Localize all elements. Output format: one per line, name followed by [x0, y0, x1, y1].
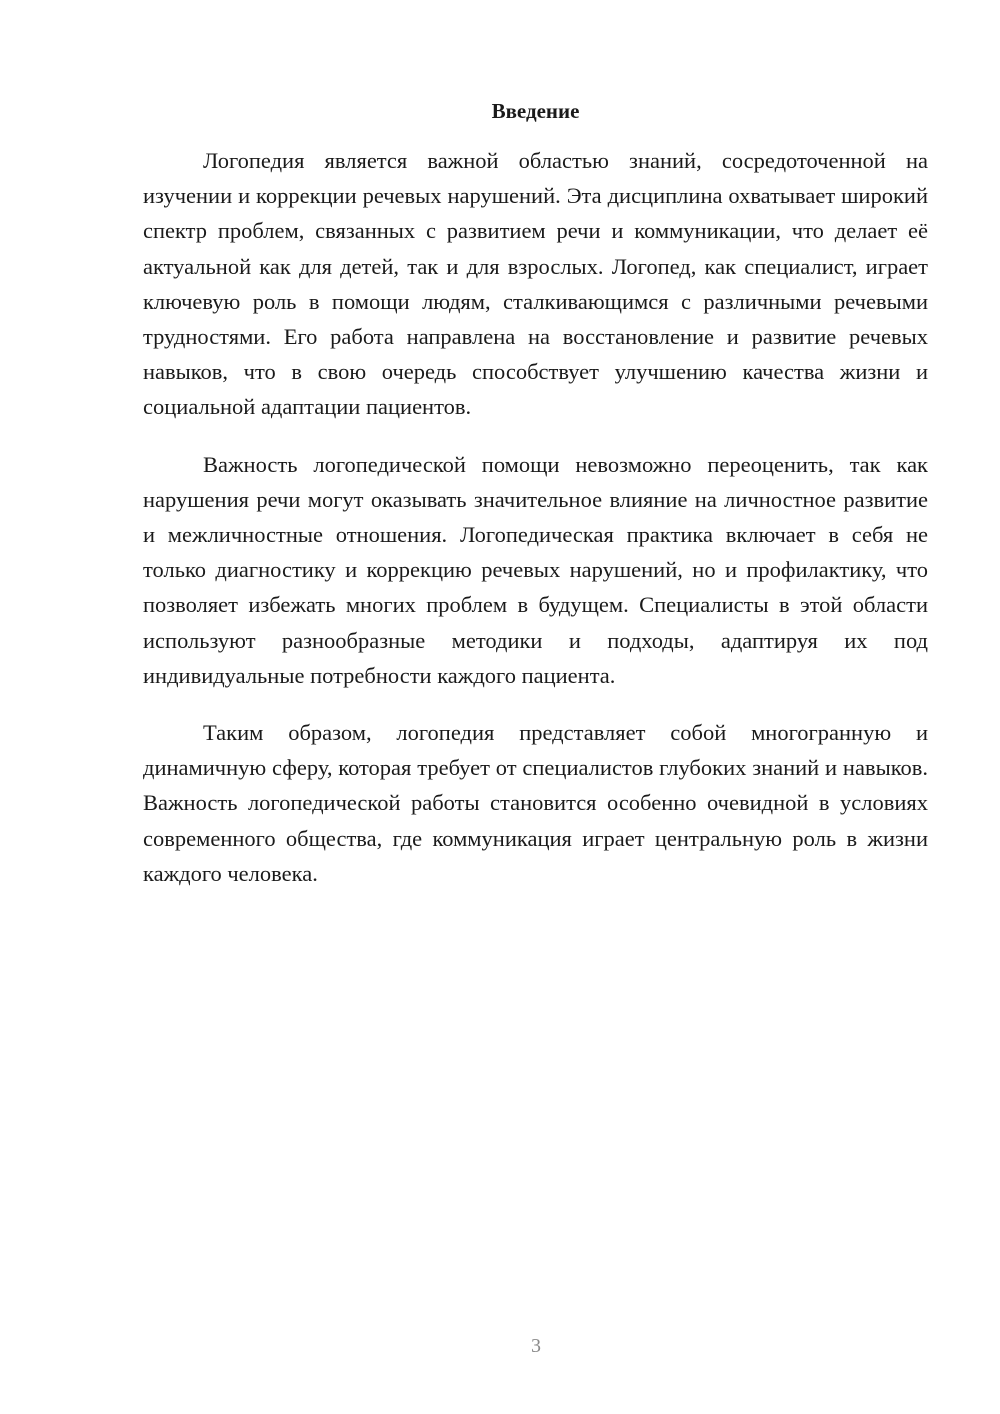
- section-title: Введение: [491, 99, 580, 123]
- paragraph-2: Важность логопедической помощи невозможно переоценить, так как нарушения речи могут оказывать значительное влияние на личностное развитие и межличностные отношения. Логопедическая практика включает в себя не только диагностику и коррекцию речевых нарушений, но и профилактику, что позволяет избежать многих проблем в будущем. Специалисты в этой области используют разнообразные методики и подходы, адаптируя их под индивидуальные потребности каждого пациента.: [143, 451, 928, 688]
- page-number: 3: [531, 1335, 541, 1357]
- body-text: [143, 143, 928, 913]
- paragraph-1: Логопедия является важной областью знаний, сосредоточенной на изучении и коррекции речевых нарушений. Эта дисциплина охватывает широкий спектр проблем, связанных с развитием речи и коммуникации, что делает её актуальной как для детей, так и для взрослых. Логопед, как специалист, играет ключевую роль в помощи людям, сталкивающимся с различными речевыми трудностями. Его работа направлена на восстановление и развитие речевых навыков, что в свою очередь способствует улучшению качества жизни и социальной адаптации пациентов.: [143, 148, 928, 420]
- paragraph-3: Таким образом, логопедия представляет собой многогранную и динамичную сферу, которая требует от специалистов глубоких знаний и навыков. Важность логопедической работы становится особенно очевидной в условиях современного общества, где коммуникация играет центральную роль в жизни каждого человека.: [143, 720, 928, 886]
